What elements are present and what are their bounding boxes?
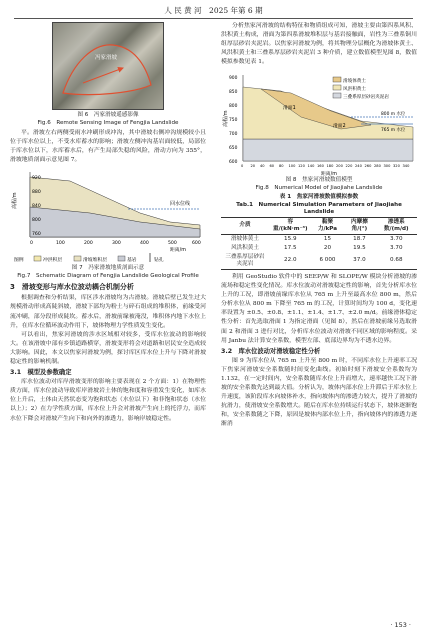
y-tick: 800 <box>32 218 41 224</box>
remote-sensing-image <box>52 22 164 110</box>
table-cell: 17.5 <box>284 244 297 251</box>
y-tick: 650 <box>229 146 238 152</box>
table-cell: 20 <box>323 244 332 251</box>
table-cell: 0.68 <box>390 257 403 264</box>
table-row <box>221 244 417 253</box>
fig6-caption-cn: 图 6 冯家滑坡遥感影像 <box>77 112 139 118</box>
legend-item: 滑坡体黄土 <box>343 79 366 85</box>
fig7-caption-cn: 图 7 冯家滑坡地质剖面示意 <box>71 265 145 272</box>
table-cell: 滑坡体黄土 <box>230 235 259 242</box>
left-column <box>10 22 206 424</box>
x-tick: 140 <box>307 164 315 169</box>
legend-title: 图例 <box>14 258 24 264</box>
legend-item: 滑坡堆积层 <box>83 258 107 264</box>
table-cell: 6 000 <box>319 257 336 264</box>
y-tick: 600 <box>229 160 238 166</box>
y-ticks <box>229 75 238 165</box>
numerical-model-diagram <box>221 69 417 177</box>
x-axis-label: 距离/m <box>170 248 186 254</box>
x-tick: 20 <box>250 164 256 169</box>
body-paragraph: 分析焦家河滑坡的结构特征和物质组成可知，滑坡主要由第四系风积、洪积黄土构成，滑面为第四系滑坡堆积层与基岩接触面，岩性为三叠系铜川组厚层砂岩夹泥岩。以焦家河滑坡为例，将其物理分层概化为滑坡体黄土、风洪积黄土和三叠系厚层砂岩夹泥岩 3 种介质，建立数值模型见图 8，数值模拟参数见表 1。 <box>221 23 417 66</box>
x-tick: 80 <box>279 164 284 169</box>
x-tick: 500 <box>168 241 177 247</box>
geological-profile-diagram <box>10 167 206 265</box>
table-cell: 22.0 <box>284 257 297 264</box>
y-tick: 850 <box>229 90 238 96</box>
legend-item: 风洪积黄土 <box>343 87 366 93</box>
table-header: 内摩擦角/(°) <box>351 218 368 232</box>
page-header: 人 民 黄 河 2025 年第 6 期 <box>14 4 413 19</box>
y-tick: 750 <box>229 118 238 124</box>
x-tick: 400 <box>140 241 149 247</box>
y-tick: 700 <box>229 132 238 138</box>
table-cell: 三叠系厚层砂岩夹泥岩 <box>225 253 265 267</box>
slip-surface-label: 滑面2 <box>333 124 346 130</box>
x-tick: 180 <box>326 164 334 169</box>
subsection-heading: 3.1 模型及参数确定 <box>10 369 72 377</box>
legend-item: 冲洪积层 <box>43 258 63 264</box>
legend-item: 三叠系厚层砂岩夹泥岩 <box>343 95 389 101</box>
fig8-caption-cn: 图 8 焦家河滑坡数值模型 <box>285 177 353 184</box>
table-row <box>221 234 417 244</box>
landslide-label: 冯家滑坡 <box>95 55 118 61</box>
x-tick: 200 <box>336 164 343 169</box>
x-tick: 200 <box>84 241 93 247</box>
table-cell: 风洪积黄土 <box>230 244 259 251</box>
slip-surface-label: 滑面1 <box>283 106 296 112</box>
body-paragraph: 利用 GeoStudio 软件中的 SEEP/W 和 SLOPE/W 模块分析滑坡的渗流场和稳定性变化情况。库水位波动对滑坡稳定性的影响，首先分析库水位上升的工况，即滑坡前缘库水位从 765 m 上升至最高水位 800 m，然后分析水位从 800 m 下降至 765 m 的工况，计算时间均为 100 d，变化速率设置为 ±0.5、±0.8、±1.1、±1.4、±1.7、±2.0 m/d。前缘滑体稳定性分析：首先选取滑面 1 为指定滑面（见图 8），然后在滑坡前缘另选取滑面 2 和滑面 3 进行对比，分析库水位波动对滑坡不同区域的影响程度。采用 Janbu 法计算安全系数，模型左部、底部边界均为不透水边界。 <box>221 273 417 344</box>
table1-title-cn: 表 1 焦家河滑坡数值模拟参数 <box>279 194 359 201</box>
body-paragraph: 平。滑坡左右两侧受雨水冲刷形成冲沟，其中滑坡右侧冲沟规模较小且位于库水位以上，不受水库蓄水的影响；滑坡左侧冲沟基岩面较低，局部位于库水位以下，水库蓄水后，有产生局部失稳的风险，滑动方向为 355°，滑坡地质剖面示意见图 7。 <box>10 130 206 164</box>
x-tick: 320 <box>393 164 400 169</box>
x-tick: 280 <box>374 164 381 169</box>
x-tick: 340 <box>402 164 410 169</box>
parameter-table <box>221 217 417 270</box>
table-header-row <box>221 217 417 234</box>
section-heading: 3 滑坡变形与库水位波动耦合机制分析 <box>10 283 134 292</box>
x-tick: 240 <box>355 164 362 169</box>
y-axis-label: 高程/m <box>223 110 229 128</box>
x-tick: 0 <box>241 164 244 169</box>
table-header: 渗透系数/(m/d) <box>383 218 409 232</box>
water-level-label: 765 m 水位 <box>381 128 406 134</box>
table-cell: 18.7 <box>353 235 366 242</box>
fig6-caption-en: Fig.6 Remote Sensing Image of Fengjia Landslide <box>37 119 179 126</box>
body-paragraph: 图 9 为库水位从 765 m 上升至 800 m 时，不同库水位上升速率工况下焦家河滑坡安全系数随时间变化曲线。初始时刻下滑坡安全系数均为 1.132，在一定时间内，安全系数随库水位上升而增大，速率越快工况下滑坡的安全系数先达到最大值。分析认为，坡体内部水位上升滞后于库水位上升速度，该阶段库水向坡体补水，指向坡体内的渗透力较大，提升了滑坡的抗滑力，使滑坡安全系数增大。随后在库水位持续运行状态下，坡体逐渐饱和，安全系数随之下降，原因是坡体内部水位上升，指向坡体内的渗透力逐渐消 <box>221 357 417 428</box>
body-paragraph: 可以看出，焦家河滑坡的涉水区域相对较多，受库水位波动的影响较大。在该滑坡中部有乡镇道路横穿，滑坡变形将会对道路和居民安全造成较大影响。因此，本文以焦家河滑坡为例，探讨库区库水位上升与下降对滑坡稳定性的影响机制。 <box>10 331 206 366</box>
y-tick: 800 <box>229 104 238 110</box>
table-cell: 3.70 <box>390 244 403 251</box>
legend-item: 钻孔 <box>154 258 164 264</box>
x-axis-label: 距离/m <box>321 172 337 178</box>
body-paragraph: 根据调查和分析结果，库区涉水滑坡均为古滑坡。滑坡后壁已发生过大规模滑动形成高陡斜坡，滑坡下部均为粉土与碎石组成的堆积体，前缘受河流冲刷，部分段形成陡坎。蓄水后，滑坡前缘被淹没，堆积体内地下水位上升，在库水位循环波动作用下，坡体物理力学性质发生变化。 <box>10 295 206 329</box>
y-tick: 840 <box>32 204 41 210</box>
x-tick: 160 <box>317 164 324 169</box>
page-number: · 153 · <box>390 621 411 629</box>
x-tick: 300 <box>112 241 121 247</box>
body-paragraph: 库水位波动对库岸滑坡变形的影响主要表现在 2 个方面：1）在物理性质方面，库水位波动导致库岸滑坡岩土体的饱和度和容重发生变化，如库水位上升后，土体由天然状态变为饱和状态（水位以下）和非饱和状态（水位以上）；2）在力学性质方面，库水位上升会对滑坡产生向上的托浮力，而库水位下降会对滑坡产生向下和向外的渗透力，影响岸坡稳定性。 <box>10 379 206 422</box>
y-tick: 760 <box>32 232 41 238</box>
subsection-heading: 3.2 库水位波动对滑坡稳定性分析 <box>221 347 321 355</box>
water-level-label: 回水位线 <box>170 201 191 208</box>
x-tick: 40 <box>260 164 265 169</box>
legend-item: 基岩 <box>127 258 137 264</box>
x-tick: 120 <box>298 164 305 169</box>
y-axis-label: 高程/m <box>12 192 18 210</box>
landslide-outline <box>53 23 163 109</box>
x-ticks <box>241 164 410 168</box>
water-level-label: 800 m 水位 <box>381 112 406 118</box>
x-tick: 220 <box>345 164 353 169</box>
table-header: 黏聚力/kPa <box>317 218 338 232</box>
table-cell: 3.70 <box>390 235 403 242</box>
table-cell: 15.9 <box>284 235 297 242</box>
x-tick: 0 <box>30 241 33 247</box>
legend-swatch <box>118 256 125 261</box>
legend-swatch <box>333 85 341 90</box>
table-cell: 19.5 <box>353 244 366 251</box>
legend-swatch <box>333 93 341 98</box>
y-tick: 920 <box>32 176 41 182</box>
x-tick: 100 <box>288 164 296 169</box>
fig8-caption-en: Fig.8 Numerical Model of Jiaojiahe Landslide <box>255 184 383 191</box>
table-header: 容重/(kN·m⁻³) <box>273 218 308 232</box>
sandstone-layer <box>243 139 413 161</box>
legend-swatch <box>34 256 41 261</box>
y-tick: 900 <box>229 76 238 82</box>
table-row <box>221 253 417 270</box>
y-tick: 880 <box>32 190 41 196</box>
x-tick: 60 <box>269 164 275 169</box>
table1-title-en: Tab.1 Numerical Simulation Parameters of Jiaojiahe Landslide <box>236 201 402 216</box>
x-tick: 600 <box>192 241 201 247</box>
x-tick: 100 <box>56 241 65 247</box>
right-column <box>221 22 417 429</box>
table-cell: 37.0 <box>353 257 366 264</box>
x-tick: 300 <box>383 164 391 169</box>
table-header: 介质 <box>239 222 251 229</box>
legend-swatch <box>74 256 81 261</box>
fig7-caption-en: Fig.7 Schematic Diagram of Fengjia Landslide Geological Profile <box>17 272 199 279</box>
x-tick: 260 <box>364 164 372 169</box>
table-cell: 15 <box>323 235 332 242</box>
legend-swatch <box>333 77 341 82</box>
